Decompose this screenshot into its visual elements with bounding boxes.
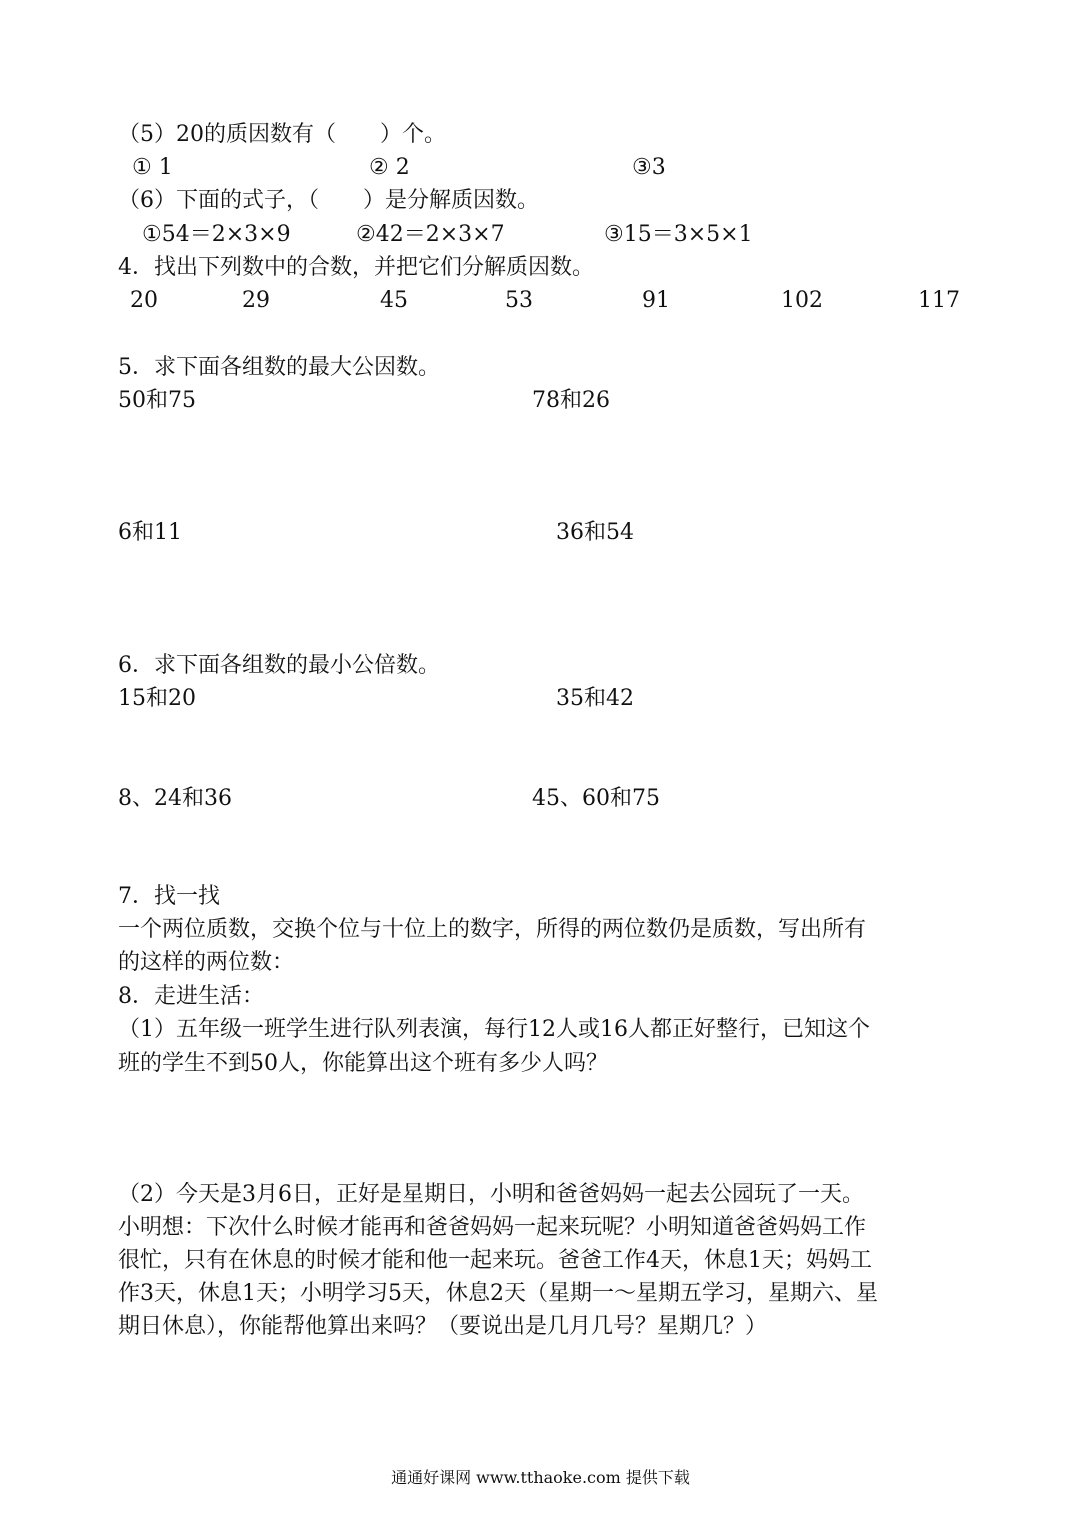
q3-item6-option-2: ②42＝2×3×7 — [356, 222, 505, 247]
q3-item6-option-1: ①54＝2×3×9 — [142, 222, 291, 247]
q8-title: 8．走进生活： — [118, 984, 264, 1009]
q4-number: 29 — [242, 288, 270, 313]
q8-p1-line: （1）五年级一班学生进行队列表演，每行12人或16人都正好整行，已知这个 — [118, 1017, 870, 1042]
q3-item5-option-1: ① 1 — [132, 155, 173, 180]
q3-item5-option-2: ② 2 — [369, 155, 410, 180]
q4-title: 4．找出下列数中的合数，并把它们分解质因数。 — [118, 255, 594, 280]
q4-number: 102 — [781, 288, 823, 313]
q7-text-line: 的这样的两位数： — [118, 950, 295, 975]
q6-title: 6．求下面各组数的最小公倍数。 — [118, 653, 440, 678]
q8-p2-line: （2）今天是3月6日，正好是星期日，小明和爸爸妈妈一起去公园玩了一天。 — [118, 1182, 864, 1207]
q7-text-line: 一个两位质数，交换个位与十位上的数字，所得的两位数仍是质数，写出所有 — [118, 917, 867, 942]
q5-pair: 50和75 — [118, 388, 196, 413]
q5-pair: 78和26 — [532, 388, 610, 413]
q3-item5: （5）20的质因数有（ ）个。 — [118, 122, 446, 147]
q6-pair: 45、60和75 — [532, 786, 660, 811]
q3-item6-option-3: ③15＝3×5×1 — [604, 222, 753, 247]
q5-pair: 36和54 — [556, 520, 634, 545]
q8-p1-line: 班的学生不到50人，你能算出这个班有多少人吗？ — [118, 1051, 608, 1076]
q4-number: 117 — [918, 288, 960, 313]
page-footer: 通通好课网 www.tthaoke.com 提供下载 — [391, 1468, 690, 1487]
q8-p2-line: 很忙，只有在休息的时候才能和他一起来玩。爸爸工作4天，休息1天；妈妈工 — [118, 1248, 872, 1273]
q8-p2-line: 作3天，休息1天；小明学习5天，休息2天（星期一～星期五学习，星期六、星 — [118, 1281, 878, 1306]
q3-item6: （6）下面的式子，（ ）是分解质因数。 — [118, 188, 539, 213]
q6-pair: 8、24和36 — [118, 786, 232, 811]
q5-title: 5．求下面各组数的最大公因数。 — [118, 355, 440, 380]
q8-p2-line: 小明想：下次什么时候才能再和爸爸妈妈一起来玩呢？小明知道爸爸妈妈工作 — [118, 1215, 867, 1240]
q8-p2-line: 期日休息），你能帮他算出来吗？（要说出是几月几号？星期几？） — [118, 1314, 768, 1339]
q4-number: 45 — [380, 288, 408, 313]
q3-item5-option-3: ③3 — [632, 155, 666, 180]
q6-pair: 15和20 — [118, 686, 196, 711]
q4-number: 53 — [505, 288, 533, 313]
q4-number: 91 — [642, 288, 670, 313]
q6-pair: 35和42 — [556, 686, 634, 711]
q4-number: 20 — [130, 288, 158, 313]
q5-pair: 6和11 — [118, 520, 182, 545]
q7-title: 7．找一找 — [118, 884, 220, 909]
